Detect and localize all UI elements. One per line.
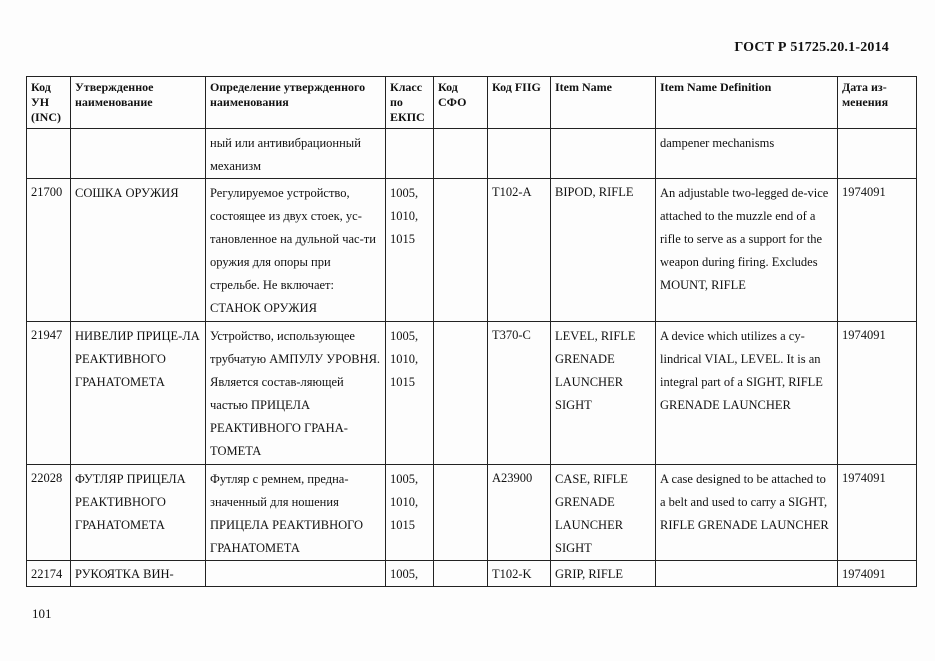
cell-item-definition — [656, 561, 838, 587]
cell-fiig — [488, 129, 551, 179]
cell-fiig: T102-A — [488, 179, 551, 322]
table-row — [27, 561, 917, 587]
data-table — [26, 76, 917, 587]
col-sfo-header: Код СФО — [434, 77, 488, 129]
cell-item-definition: A case designed to be attached to a belt and used to carry a SIGHT, RIFLE GRENADE LAUNCHER — [656, 465, 838, 561]
cell-class: 1005, 1010, 1015 — [386, 322, 434, 465]
table-row — [27, 465, 917, 561]
cell-inc: 22174 — [27, 561, 71, 587]
cell-name — [71, 129, 206, 179]
cell-name: ФУТЛЯР ПРИЦЕЛА РЕАКТИВНОГО ГРАНАТОМЕТА — [71, 465, 206, 561]
cell-name: СОШКА ОРУЖИЯ — [71, 179, 206, 322]
col-definition-header: Определение утвержденного наименования — [206, 77, 386, 129]
cell-item-name — [551, 129, 656, 179]
col-class-header: Класс по ЕКПС — [386, 77, 434, 129]
table-row — [27, 129, 917, 179]
cell-item-name: LEVEL, RIFLE GRENADE LAUNCHER SIGHT — [551, 322, 656, 465]
col-name-header: Утвержденное наименование — [71, 77, 206, 129]
cell-fiig: T370-C — [488, 322, 551, 465]
cell-date: 1974091 — [838, 322, 917, 465]
cell-inc — [27, 129, 71, 179]
col-item-name-header: Item Name — [551, 77, 656, 129]
cell-class: 1005, 1010, 1015 — [386, 465, 434, 561]
cell-name: РУКОЯТКА ВИН- — [71, 561, 206, 587]
cell-sfo — [434, 179, 488, 322]
col-item-definition-header: Item Name Definition — [656, 77, 838, 129]
cell-inc: 22028 — [27, 465, 71, 561]
cell-date — [838, 129, 917, 179]
cell-class: 1005, — [386, 561, 434, 587]
table-header-row — [27, 77, 917, 129]
col-inc-header: Код УН (INC) — [27, 77, 71, 129]
cell-definition: Футляр с ремнем, предна-значенный для ношения ПРИЦЕЛА РЕАКТИВНОГО ГРАНАТОМЕТА — [206, 465, 386, 561]
cell-item-definition: An adjustable two-legged de-vice attached to the muzzle end of a rifle to serve as a support for the weapon during firing. Excludes MOUNT, RIFLE — [656, 179, 838, 322]
cell-inc: 21947 — [27, 322, 71, 465]
document-header: ГОСТ Р 51725.20.1-2014 — [734, 40, 889, 55]
cell-definition: Регулируемое устройство, состоящее из двух стоек, ус-тановленное на дульной час-ти оружия для опоры при стрельбе. Не включает: СТАНОК ОРУЖИЯ — [206, 179, 386, 322]
cell-date: 1974091 — [838, 465, 917, 561]
cell-inc: 21700 — [27, 179, 71, 322]
cell-sfo — [434, 322, 488, 465]
cell-item-definition: dampener mechanisms — [656, 129, 838, 179]
cell-sfo — [434, 129, 488, 179]
cell-class — [386, 129, 434, 179]
cell-sfo — [434, 561, 488, 587]
cell-definition: Устройство, использующее трубчатую АМПУЛУ УРОВНЯ. Является состав-ляющей частью ПРИЦЕЛА РЕАКТИВНОГО ГРАНА-ТОМЕТА — [206, 322, 386, 465]
cell-item-name: BIPOD, RIFLE — [551, 179, 656, 322]
table-row — [27, 322, 917, 465]
page-number: 101 — [32, 606, 52, 621]
col-fiig-header: Код FIIG — [488, 77, 551, 129]
cell-item-definition: A device which utilizes a cy-lindrical VIAL, LEVEL. It is an integral part of a SIGHT, RIFLE GRENADE LAUNCHER — [656, 322, 838, 465]
cell-definition: ный или антивибрационный механизм — [206, 129, 386, 179]
cell-fiig: T102-K — [488, 561, 551, 587]
cell-item-name: CASE, RIFLE GRENADE LAUNCHER SIGHT — [551, 465, 656, 561]
cell-name: НИВЕЛИР ПРИЦЕ-ЛА РЕАКТИВНОГО ГРАНАТОМЕТА — [71, 322, 206, 465]
col-date-header: Дата из-менения — [838, 77, 917, 129]
cell-fiig: A23900 — [488, 465, 551, 561]
cell-sfo — [434, 465, 488, 561]
cell-date: 1974091 — [838, 179, 917, 322]
cell-date: 1974091 — [838, 561, 917, 587]
cell-item-name: GRIP, RIFLE — [551, 561, 656, 587]
cell-definition — [206, 561, 386, 587]
cell-class: 1005, 1010, 1015 — [386, 179, 434, 322]
table-row — [27, 179, 917, 322]
